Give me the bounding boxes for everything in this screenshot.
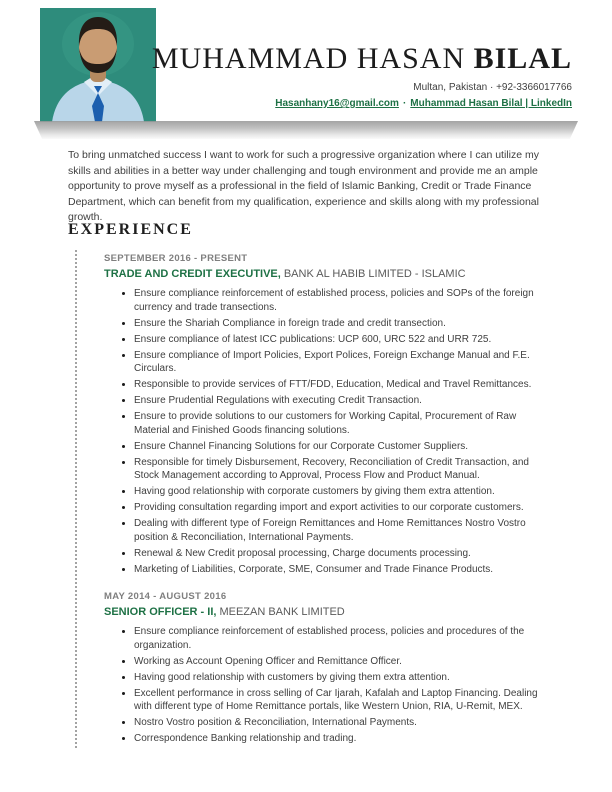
bullet-item: • Nostro Vostro position & Reconciliation, International Payments. <box>134 716 550 730</box>
bullet-item: • Ensure Prudential Regulations with executing Credit Transaction. <box>134 394 550 408</box>
bullet-item: • Responsible to provide services of FTT/FDD, Education, Medical and Travel Remittances. <box>134 378 550 392</box>
bullet-item: • Providing consultation regarding import and export activities to our corporate customers. <box>134 501 550 515</box>
bullet-item: • Ensure Channel Financing Solutions for our Corporate Customer Suppliers. <box>134 440 550 454</box>
bullet-item: • Working as Account Opening Officer and Remittance Officer. <box>134 655 550 669</box>
header <box>152 42 572 111</box>
job-bullets <box>104 287 550 576</box>
job-title-line <box>104 267 550 281</box>
job-title-line <box>104 605 550 619</box>
bullet-item: • Ensure compliance reinforcement of established process, policies and SOPs of the foreign currency and trade transections. <box>134 287 550 314</box>
bullet-item: • Correspondence Banking relationship and trading. <box>134 732 550 746</box>
job-company: BANK AL HABIB LIMITED - ISLAMIC <box>283 268 466 280</box>
job-dates: MAY 2014 - AUGUST 2016 <box>104 591 227 602</box>
bullet-item: • Having good relationship with customers by giving them extra attention. <box>134 671 550 685</box>
bullet-item: • Ensure to provide solutions to our customers for Working Capital, Procurement of Raw Material and Finished Goods financing solutions. <box>134 410 550 437</box>
bullet-item: • Ensure compliance of Import Policies, Export Polices, Foreign Exchange Manual and F.E. Circulars. <box>134 349 550 376</box>
bullet-item: • Renewal & New Credit proposal processing, Charge documents processing. <box>134 547 550 561</box>
links-separator: · <box>402 98 407 109</box>
email-link[interactable]: Hasanhany16@gmail.com <box>275 98 399 109</box>
bullet-item: • Responsible for timely Disbursement, Recovery, Reconciliation of Credit Transaction, and Stock Management according to Approval, Process Flow and Product Manual. <box>134 456 550 483</box>
job-bullets <box>104 625 550 746</box>
job-dates: SEPTEMBER 2016 - PRESENT <box>104 253 248 264</box>
bullet-item: • Ensure compliance of latest ICC publications: UCP 600, URC 522 and URR 725. <box>134 333 550 347</box>
job-company: MEEZAN BANK LIMITED <box>219 606 345 618</box>
bullet-item: • Having good relationship with corporate customers by giving them extra attention. <box>134 485 550 499</box>
job-title: TRADE AND CREDIT EXECUTIVE, <box>104 268 281 280</box>
job-entry-1 <box>104 252 550 576</box>
summary-paragraph: To bring unmatched success I want to work for such a progressive organization where I can utilize my skills and abilities in a better way under challenging and tough environment and provide me an ample opportunity to prove myself as a professional in the field of Islamic Banking, Credit or Trade Finance Department, which can benefit from my qualification, experience and skills along with my professional growth. <box>68 149 539 223</box>
job-entry-2 <box>104 590 550 746</box>
links-line <box>152 97 572 111</box>
bullet-item: • Ensure compliance reinforcement of established process, policies and procedures of the organization. <box>134 625 550 652</box>
bullet-item: • Excellent performance in cross selling of Car Ijarah, Kafalah and Laptop Financing. Dealing with different type of Home Remittance portals, like Western Union, RIA, U-Remit, MEX. <box>134 687 550 714</box>
name-first: MUHAMMAD HASAN <box>151 42 474 75</box>
experience-heading: EXPERIENCE <box>68 221 193 238</box>
experience-section <box>104 252 550 748</box>
divider-shadow-band <box>34 121 578 139</box>
profile-photo <box>40 8 156 122</box>
timeline-dotted-line <box>75 250 77 748</box>
bullet-item: • Dealing with different type of Foreign Remittances and Home Remittances Nostro Vostro position & Reconciliation, International Payments. <box>134 517 550 544</box>
person-avatar-icon <box>40 8 156 122</box>
name-last: BILAL <box>473 42 572 75</box>
linkedin-link[interactable]: Muhammad Hasan Bilal | LinkedIn <box>410 98 572 109</box>
bullet-item: • Marketing of Liabilities, Corporate, SME, Consumer and Trade Finance Products. <box>134 563 550 577</box>
job-title: SENIOR OFFICER - II, <box>104 606 217 618</box>
page-title <box>152 42 572 76</box>
contact-line: Multan, Pakistan · +92-3366017766 <box>413 82 572 93</box>
bullet-item: • Ensure the Shariah Compliance in foreign trade and credit transection. <box>134 317 550 331</box>
